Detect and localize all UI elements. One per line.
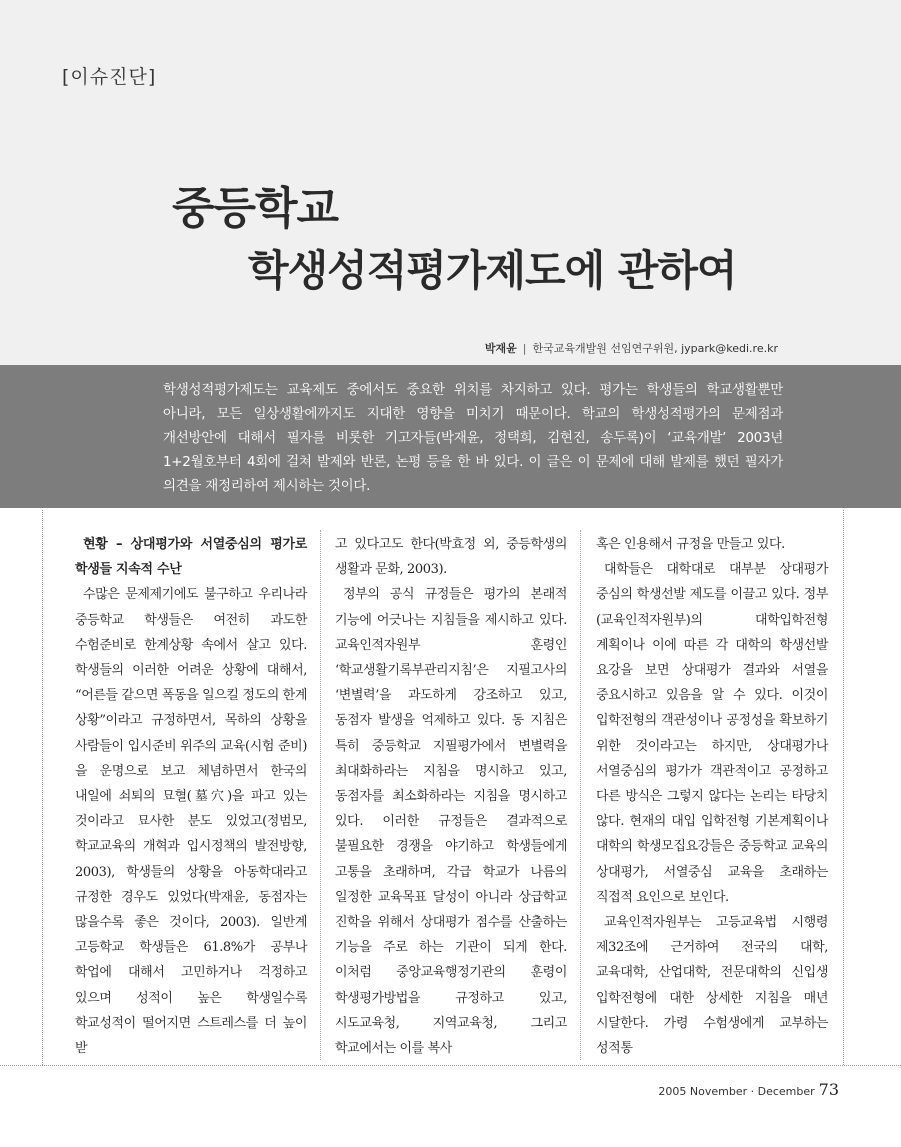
column-divider bbox=[320, 530, 321, 1060]
body-column-3 bbox=[596, 532, 828, 1061]
article-title-line-2: 학생성적평가제도에 관하여 bbox=[248, 246, 737, 295]
article-title-line-1: 중등학교 bbox=[172, 183, 339, 234]
section-tag: [이슈진단] bbox=[62, 66, 157, 88]
body-paragraph: 정부의 공식 규정들은 평가의 본래적 기능에 어긋나는 지침들을 제시하고 있다. 교육인적자원부 훈령인 ‘학교생활기록부관리지침’은 지필고사의 ‘변별력’을 과도하게 강조하고 있고, 동점자 발생을 억제하고 있다. 동 지침은 특히 중등학교 지필평가에서 변별력을 최대화하라는 지침을 명시하고 있고, 동점자를 최소화하라는 지침을 명시하고 있다. 이러한 규정들은 결과적으로 불필요한 경쟁을 야기하고 학생들에게 고통을 초래하며, 각급 학교가 나름의 일정한 교육목표 달성이 아니라 상급학교 진학을 위해서 상대평가 점수를 산출하는 기능을 주로 하는 기관이 되게 한다. 이처럼 중앙교육행정기관의 훈령이 학생평가방법을 규정하고 있고, 시도교육청, 지역교육청, 그리고 학교에서는 이를 복사 bbox=[335, 587, 567, 1057]
column-divider bbox=[580, 530, 581, 1060]
author-name: 박재윤 bbox=[484, 342, 517, 355]
body-column-2 bbox=[335, 532, 567, 1061]
body-paragraph: 대학들은 대학대로 대부분 상대평가 중심의 학생선발 제도를 이끌고 있다. 정부(교육인적자원부)의 대학입학전형 계획이나 이에 따른 각 대학의 학생선발 요강을 보면 상대평가 결과와 서열을 중요시하고 있음을 알 수 있다. 이것이 입학전형의 객관성이나 공정성을 확보하기 위한 것이라고는 하지만, 상대평가나 서열중심의 평가가 객관적이고 공정하고 다른 방식은 그렇지 않다는 논리는 타당치 않다. 현재의 대입 입학전형 기본계획이나 대학의 학생모집요강들은 중등학교 교육의 상대평가, 서열중심 교육을 초래하는 직접적 요인으로 보인다. bbox=[596, 562, 828, 905]
left-border bbox=[42, 510, 43, 1065]
body-paragraph: 수많은 문제제기에도 불구하고 우리나라 중등학교 학생들은 여전히 과도한 수험준비로 한계상황 속에서 살고 있다. 학생들의 이러한 어려운 상황에 대해서, “어른들 같으면 폭동을 일으킬 정도의 한계 상황”이라고 규정하면서, 목하의 상황을 사람들이 입시준비 위주의 교육(시험 준비)을 운명으로 보고 체념하면서 한국의 내일에 쇠퇴의 묘혈(墓穴)을 파고 있는 것이라고 묘사한 분도 있었고(정범모, 학교교육의 개혁과 입시정책의 발전방향, 2003), 학생들의 상황을 아동학대라고 규정한 경우도 있었다(박재윤, 동점자는 많을수록 좋은 것이다, 2003). 일반계 고등학교 학생들은 61.8%가 공부나 학업에 대해서 고민하거나 걱정하고 있으며 성적이 높은 학생일수록 학교성적이 떨어지면 스트레스를 더 높이 받 bbox=[75, 587, 307, 1057]
right-border bbox=[843, 510, 844, 1065]
page-number: 73 bbox=[818, 1080, 839, 1099]
author-affiliation: 한국교육개발원 선임연구위원, jypark@kedi.re.kr bbox=[532, 342, 778, 355]
body-paragraph: 교육인적자원부는 고등교육법 시행령 제32조에 근거하여 전국의 대학, 교육대학, 산업대학, 전문대학의 신입생 입학전형에 대한 상세한 지침을 매년 시달한다. 가령 수험생에게 교부하는 성적통 bbox=[596, 915, 828, 1057]
abstract-text: 학생성적평가제도는 교육제도 중에서도 중요한 위치를 차지하고 있다. 평가는 학생들의 학교생활뿐만 아니라, 모든 일상생활에까지도 지대한 영향을 미치기 때문이다. 학교의 학생성적평가의 문제점과 개선방안에 대해서 필자를 비롯한 기고자들(박재윤, 정택희, 김현진, 송두록)이 ‘교육개발’ 2003년 1+2월호부터 4회에 걸쳐 발제와 반론, 논평 등을 한 바 있다. 이 글은 이 문제에 대해 발제를 했던 필자가 의견을 재정리하여 제시하는 것이다. bbox=[163, 382, 783, 494]
body-paragraph: 혹은 인용해서 규정을 만들고 있다. bbox=[596, 537, 785, 552]
body-column-1 bbox=[75, 532, 307, 1061]
page-footer bbox=[658, 1080, 839, 1099]
abstract-box bbox=[0, 365, 901, 508]
byline-separator: | bbox=[522, 342, 527, 355]
body-paragraph: 고 있다고도 한다(박효정 외, 중등학생의 생활과 문화, 2003). bbox=[335, 537, 567, 578]
issue-date: 2005 November · December bbox=[658, 1085, 815, 1098]
byline bbox=[485, 340, 778, 356]
section-heading: 현황 – 상대평가와 서열중심의 평가로 학생들 지속적 수난 bbox=[75, 537, 307, 578]
bottom-border bbox=[0, 1065, 901, 1066]
header-band bbox=[0, 0, 901, 365]
